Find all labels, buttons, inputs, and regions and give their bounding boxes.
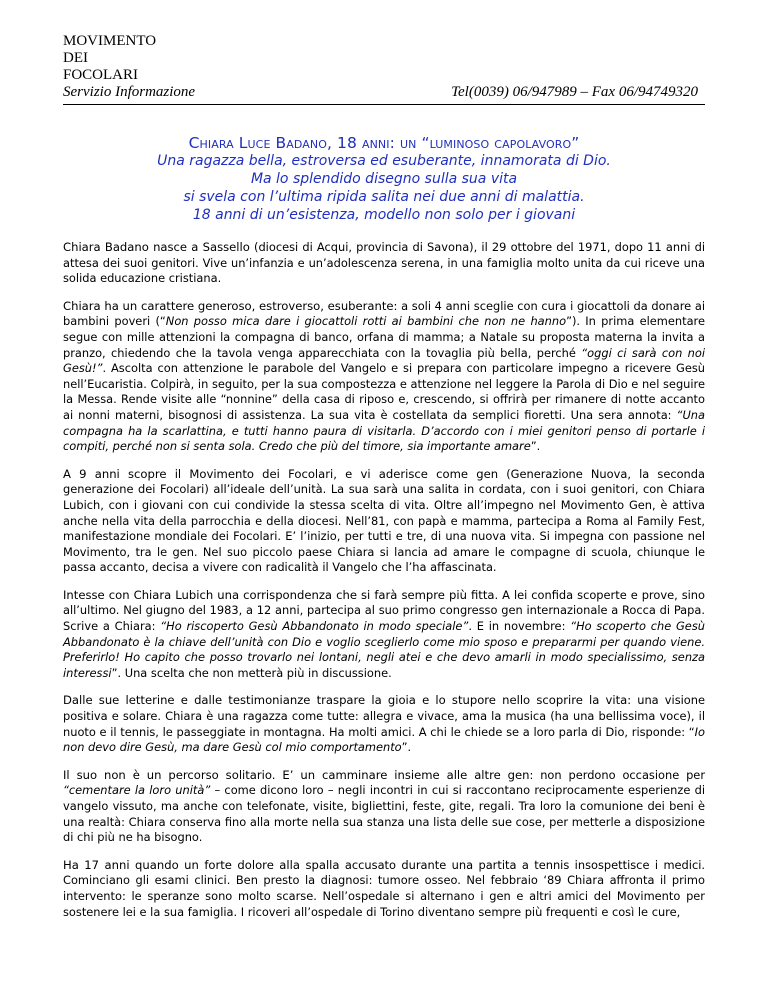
quoted-text: “Ho riscoperto Gesù Abbandonato in modo speciale” xyxy=(160,619,469,634)
paragraph-text: : una visione positiva e solare. Chiara è una ragazza come tutte: allegra e vivace, ama la musica (ha una bellissima voce), il nuoto e il tennis, le passeggiate in montagna. Ha molti amici. A chi le chiede se a loro parla di Dio, risponde: “ xyxy=(63,693,705,739)
paragraph-text: ”. xyxy=(401,740,412,755)
article-subtitle-line: Ma lo splendido disegno sulla sua vita xyxy=(250,171,518,187)
paragraph-text: – come dicono loro – negli incontri in cui si raccontano reciprocamente esperienze di vangelo vissuto, ma anche con telefonate, visite, bigliettini, feste, gite, regali. Tra loro la comunione dei beni è una realtà: Chiara conserva fino alla morte nella sua stanza una lista delle sue cose, per metterle a disposizione di chi più ne ha bisogno. xyxy=(63,783,705,845)
paragraph-lead: Intesse con Chiara Lubich una corrispondenza che si farà sempre più fitta. xyxy=(63,587,499,602)
article-subtitle-line: Una ragazza bella, estroversa ed esuberante, innamorata di Dio. xyxy=(157,153,611,169)
article-paragraph xyxy=(63,693,705,755)
article-paragraph xyxy=(63,467,705,576)
paragraph-text: (Generazione Nuova, la seconda generazione dei Focolari) all’ideale dell’unità. La sua sarà una salita in cordata, con i suoi genitori, con Chiara Lubich, con i giovani con cui condivide la stessa scelta di vita. Oltre all’impegno nel Movimento Gen, è attiva anche nella vita della parrocchia e della diocesi. Nell’81, con papà e mamma, partecipa a Roma al Family Fest, manifestazione mondiale dei Focolari. E’ l’inizio, per tutti e tre, di una nuova vita. Si impegna con passione nel Movimento, tra le gen. Nel suo piccolo paese Chiara si lancia ad amare le compagne di scuola, chiunque le passa accanto, decisa a vivere con radicalità il Vangelo che l’ha affascinata. xyxy=(63,466,705,575)
paragraph-text: accusato durante una partita a tennis insospettisce i medici. Cominciano gli esami clinici. Ben presto la diagnosi: tumore osseo. Nel febbraio ‘89 Chiara affronta il primo intervento: le speranze sono molto scarse. Nell’ospedale si alternano i gen e altri amici del Movimento per sostenere lei e la sua famiglia. I ricoveri all’ospedale di Torino diventano sempre più frequenti e così le cure, xyxy=(63,857,705,919)
paragraph-text: (diocesi di Acqui, provincia di Savona), il 29 ottobre del 1971, dopo 11 anni di attesa dei suoi genitori. Vive un’infanzia e un’adolescenza serena, in una famiglia molto unita da cui riceve una solida educazione cristiana. xyxy=(63,240,705,286)
article-paragraph xyxy=(63,768,705,846)
article-paragraph xyxy=(63,858,705,920)
paragraph-text: A lei confida scoperte e prove, sino all’ultimo. Nel giugno del 1983, a 12 anni, partecipa al suo primo congresso gen internazionale a Rocca di Papa. Scrive a Chiara: xyxy=(63,587,705,634)
article-paragraph xyxy=(63,240,705,287)
org-line: DEI xyxy=(63,50,88,66)
quoted-text: “Una compagna ha la scarlattina, e tutti hanno paura di visitarla. D’accordo con i miei genitori penso di portarle i compiti, perché non si senta sola. Credo che più del timore, sia importante amare xyxy=(63,407,705,454)
article-paragraph xyxy=(63,588,705,682)
article-subtitle-line: 18 anni di un’esistenza, modello non solo per i giovani xyxy=(192,207,576,223)
quoted-text: “Ho scoperto che Gesù Abbandonato è la chiave dell’unità con Dio e voglio sceglierlo come mio sposo e prepararmi per quando viene. Preferirlo! Ho capito che posso trovarlo nei lontani, negli atei e che devo amarli in modo specialissimo, senza interessi xyxy=(63,619,705,680)
paragraph-lead: Il suo non è un percorso solitario. E’ un camminare insieme alle altre gen xyxy=(63,767,530,782)
paragraph-lead: Dalle sue letterine e dalle testimonianze traspare la gioia e lo stupore nello scoprire la vita xyxy=(63,693,628,708)
paragraph-text: a soli 4 anni sceglie con cura i giocattoli da donare ai bambini poveri (“ xyxy=(63,298,705,329)
article-subtitle-line: si svela con l’ultima ripida salita nei due anni di malattia. xyxy=(183,189,585,205)
paragraph-text: ”). In prima elementare segue con mille attenzioni la compagna di banco, orfana di mamma; a Natale su proposta materna la invita a pranzo, chiedendo che la tavola venga apparecchiata con la tovaglia più bella, perché xyxy=(63,314,705,360)
paragraph-text: . E in novembre: xyxy=(468,619,571,634)
quoted-text: Io non devo dire Gesù, ma dare Gesù col mio comportamento xyxy=(63,724,705,755)
quoted-text: Non posso mica dare i giocattoli rotti ai bambini che non ne hanno xyxy=(165,314,567,329)
paragraph-lead: Ha 17 anni quando un forte dolore alla spalla xyxy=(63,857,340,872)
paragraph-text: ”. Una scelta che non metterà più in discussione. xyxy=(111,665,392,680)
quoted-text: “oggi ci sarà con noi Gesù!” xyxy=(63,345,706,376)
organization-name xyxy=(63,33,263,84)
article-paragraph xyxy=(63,299,705,455)
header-divider xyxy=(63,104,705,105)
article-title: Chiara Luce Badano, 18 anni: un “luminoso capolavoro” xyxy=(188,134,580,152)
org-line: MOVIMENTO xyxy=(63,33,157,49)
contact-info: Tel(0039) 06/947989 – Fax 06/94749320 xyxy=(451,84,698,100)
paragraph-lead: A 9 anni scopre il Movimento dei Focolari, e vi aderisce come gen xyxy=(63,466,499,481)
article-title-block xyxy=(0,134,768,224)
service-name: Servizio Informazione xyxy=(63,84,196,100)
paragraph-text: : non perdono occasione per xyxy=(529,767,706,782)
paragraph-text: . Ascolta con attenzione le parabole del Vangelo e si prepara con particolare impegno a ricevere Gesù nell’Eucaristia. Colpirà, in seguito, per la sua compostezza e attenzione nel leggere la Parola di Dio e nel seguire la Messa. Rende visite alle “nonnine” della casa di riposo e, crescendo, si offrirà per rimanere di notte accanto ai nonni materni, bisognosi di assistenza. La sua vita è costellata da semplici fioretti. Una sera annota: xyxy=(63,361,705,422)
paragraph-lead: Chiara ha un carattere generoso, estroverso, esuberante: xyxy=(63,298,398,313)
quoted-text: “cementare la loro unità” xyxy=(63,783,211,798)
paragraph-lead: Chiara Badano nasce a Sassello xyxy=(63,240,250,254)
paragraph-text: ”. xyxy=(530,439,541,454)
org-line: FOCOLARI xyxy=(63,67,139,83)
article-body xyxy=(63,240,705,932)
